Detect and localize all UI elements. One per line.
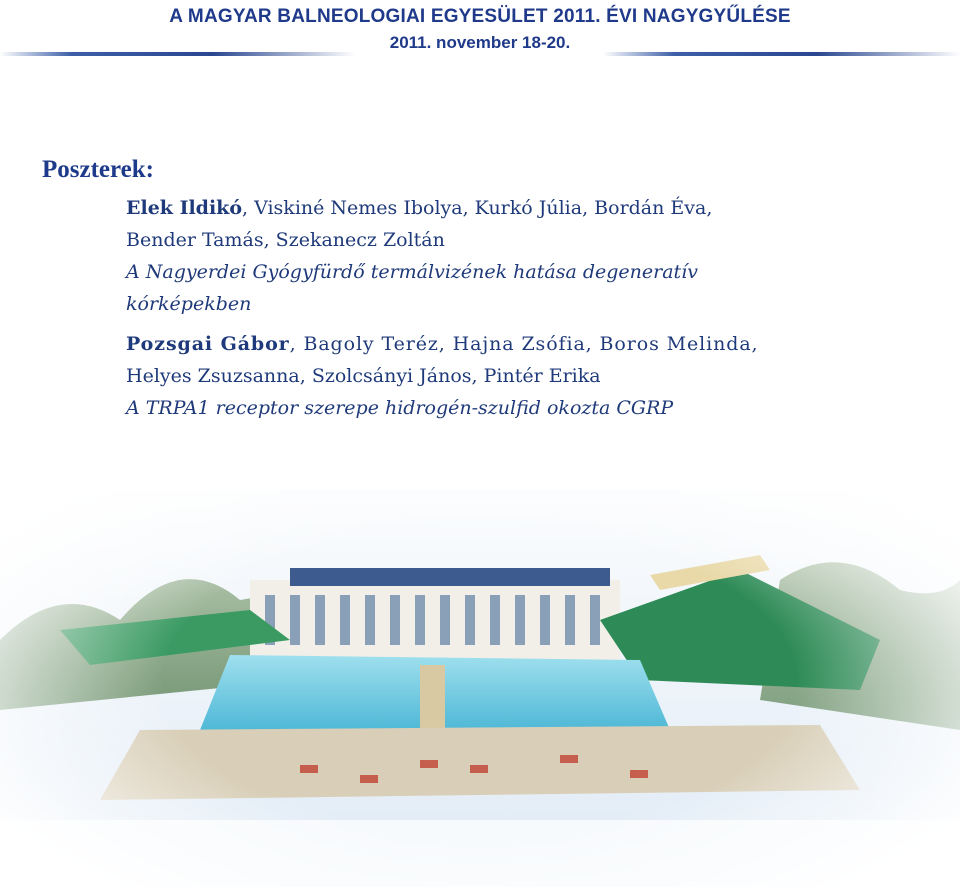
lead-author: Pozsgai Gábor bbox=[126, 333, 290, 355]
coauthors: , Bagoly Teréz, Hajna Zsófia, Boros Melinda, bbox=[289, 333, 759, 355]
header-rule-left bbox=[0, 52, 355, 56]
lead-author: Elek Ildikó bbox=[126, 197, 243, 219]
authors-line bbox=[126, 328, 926, 360]
conference-title: A MAGYAR BALNEOLOGIAI EGYESÜLET 2011. ÉVI NAGYGYŰLÉSE bbox=[169, 6, 791, 27]
poster-title-line: A TRPA1 receptor szerepe hidrogén-szulfid okozta CGRP bbox=[126, 397, 674, 419]
authors-line: Helyes Zsuzsanna, Szolcsányi János, Pintér Erika bbox=[126, 365, 601, 387]
poster-entry bbox=[126, 192, 926, 320]
conference-date: 2011. november 18-20. bbox=[389, 33, 571, 52]
poster-title-line: A Nagyerdei Gyógyfürdő termálvizének hatása degeneratív bbox=[126, 261, 698, 283]
poster-title-line: kórképekben bbox=[126, 293, 252, 315]
header-rule-right bbox=[603, 52, 960, 56]
coauthors: , Viskiné Nemes Ibolya, Kurkó Júlia, Bordán Éva, bbox=[242, 197, 713, 219]
authors-line bbox=[126, 192, 926, 224]
spa-photo bbox=[0, 430, 960, 887]
authors-line: Bender Tamás, Szekanecz Zoltán bbox=[126, 229, 445, 251]
section-heading: Poszterek: bbox=[42, 156, 154, 183]
